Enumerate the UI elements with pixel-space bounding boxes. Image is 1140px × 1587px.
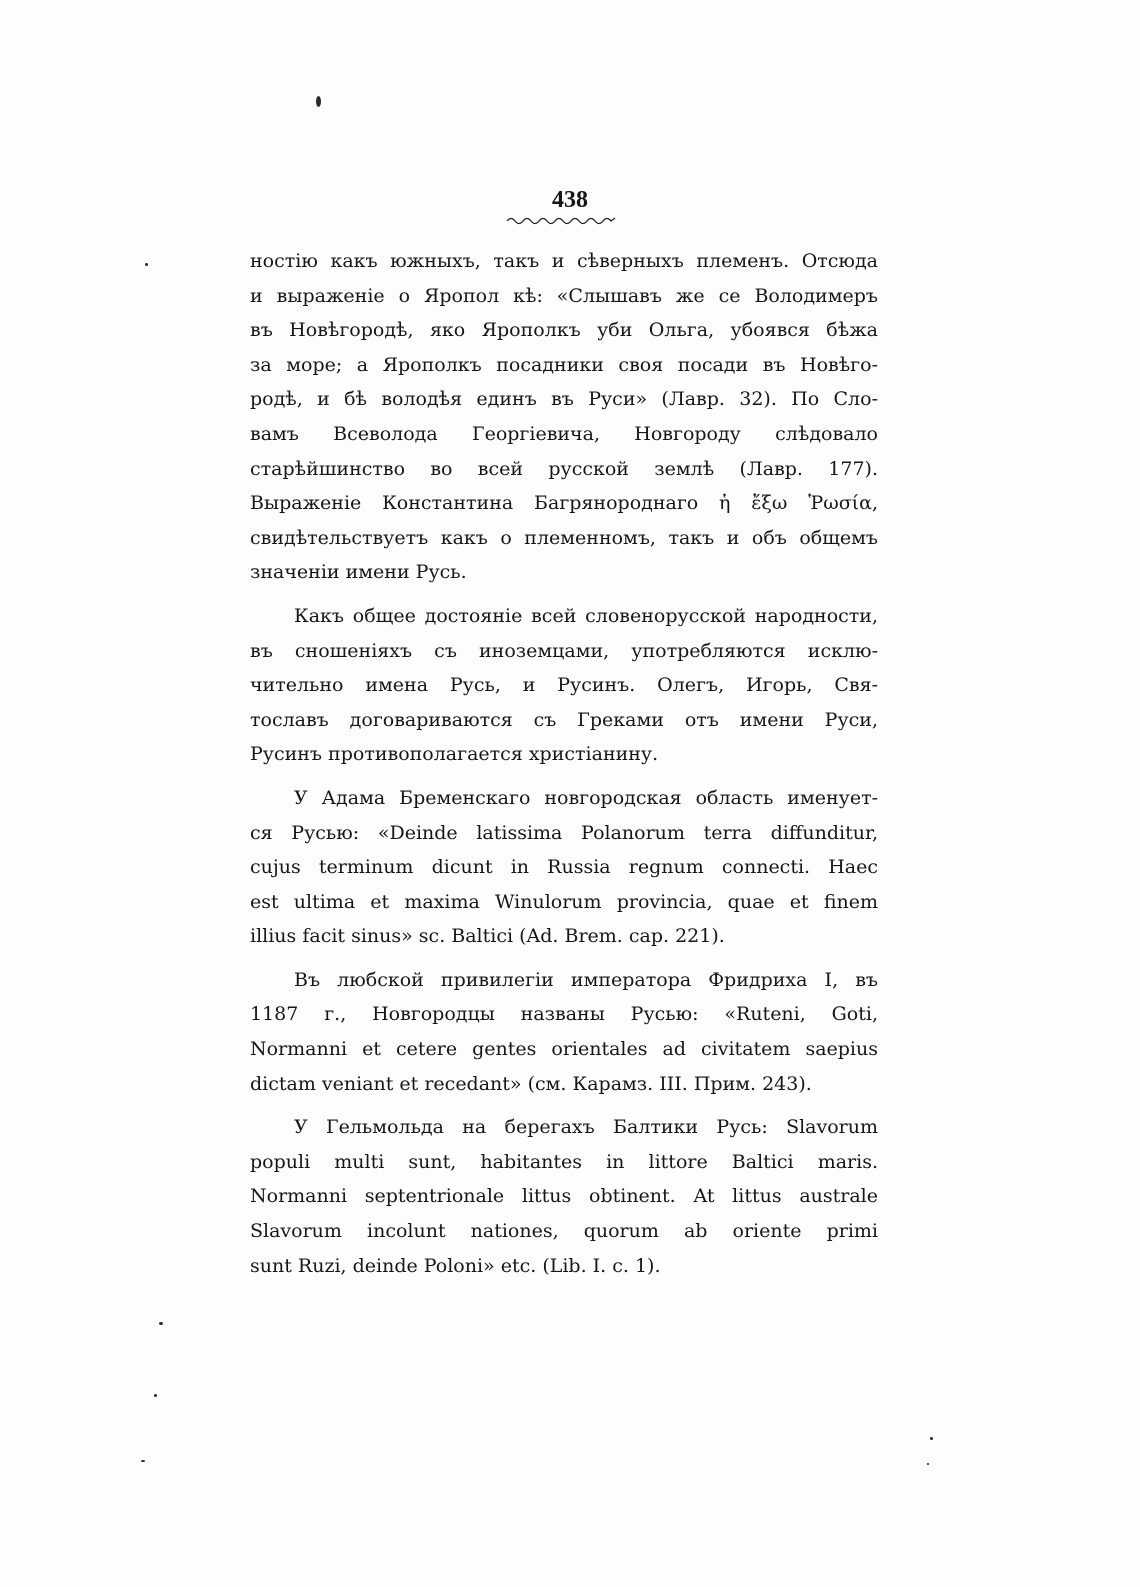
text-line: populi multi sunt, habitantes in littore Baltici maris. (250, 1150, 878, 1173)
text-line: dictam veniant et recedant» (см. Карамз. III. Прим. 243). (250, 1072, 812, 1095)
text-line: Въ любской привилегіи императора Фридриха I, въ (294, 968, 878, 991)
text-line: старѣйшинство во всей русской землѣ (Лавр. 177). (250, 457, 878, 480)
text-line: sunt Ruzi, deinde Poloni» etc. (Lib. I. c. 1). (250, 1254, 661, 1277)
text-line: Выраженіе Константина Багрянороднаго ἡ ἔξω Ῥωσία, (250, 492, 878, 515)
text-line: въ сношеніяхъ съ иноземцами, употребляются исклю- (250, 639, 878, 662)
text-line: и выраженіе о Яропол кѣ: «Слышавъ же се Володимеръ (250, 284, 878, 307)
scan-speck (159, 1322, 163, 1325)
text-line: Normanni et cetere gentes orientales ad civitatem saepius (250, 1038, 878, 1061)
body-text (250, 244, 878, 1283)
text-line: ностію какъ южныхъ, такъ и сѣверныхъ племенъ. Отсюда (250, 250, 878, 272)
text-line: вамъ Всеволода Георгіевича, Новгороду слѣдовало (250, 422, 878, 445)
text-line: Slavorum incolunt nationes, quorum ab oriente primi (250, 1220, 878, 1243)
text-line: У Гельмольда на берегахъ Балтики Русь: Slavorum (294, 1116, 878, 1139)
text-line: Русинъ противополагается христіанину. (250, 743, 659, 766)
text-line: illius facit sinus» sc. Baltici (Ad. Brem. cap. 221). (250, 925, 725, 948)
scan-speck (141, 1460, 145, 1462)
paragraph-2 (250, 599, 878, 772)
header-ornament-rule (505, 213, 617, 225)
scan-speck (145, 263, 148, 266)
paragraph-5 (250, 1110, 878, 1283)
text-line: чительно имена Русь, и Русинъ. Олегъ, Игорь, Свя- (250, 674, 878, 697)
text-line: cujus terminum dicunt in Russia regnum connecti. Haec (250, 856, 878, 879)
scan-speck (154, 1394, 157, 1397)
text-line: Какъ общее достояніе всей словенорусской народности, (294, 604, 878, 627)
paragraph-3 (250, 781, 878, 954)
text-line: ся Русью: «Deinde latissima Polanorum terra diffunditur, (250, 821, 878, 844)
text-line: свидѣтельствуетъ какъ о племенномъ, такъ и объ общемъ (250, 526, 878, 549)
scan-speck (316, 96, 321, 107)
scan-speck (930, 1437, 933, 1440)
text-line: Normanni septentrionale littus obtinent. At littus australe (250, 1185, 878, 1208)
text-line: est ultima et maxima Winulorum provincia, quae et finem (250, 890, 878, 913)
text-line: 1187 г., Новгородцы названы Русью: «Ruteni, Goti, (250, 1003, 878, 1026)
scan-speck (927, 1463, 929, 1465)
text-line: У Адама Бременскаго новгородская область именует- (294, 786, 878, 809)
text-line: значеніи имени Русь. (250, 561, 467, 584)
paragraph-1 (250, 244, 878, 590)
text-line: за море; а Ярополкъ посадники своя посади въ Новѣго- (250, 353, 878, 376)
page-number: 438 (552, 187, 588, 213)
text-line: тославъ договариваются съ Греками отъ имени Руси, (250, 708, 878, 731)
text-line: родѣ, и бѣ володѣя единъ въ Руси» (Лавр. 32). По Сло- (250, 388, 878, 411)
paragraph-4 (250, 963, 878, 1101)
text-line: въ Новѣгородѣ, яко Ярополкъ уби Ольга, убоявся бѣжа (250, 319, 878, 342)
